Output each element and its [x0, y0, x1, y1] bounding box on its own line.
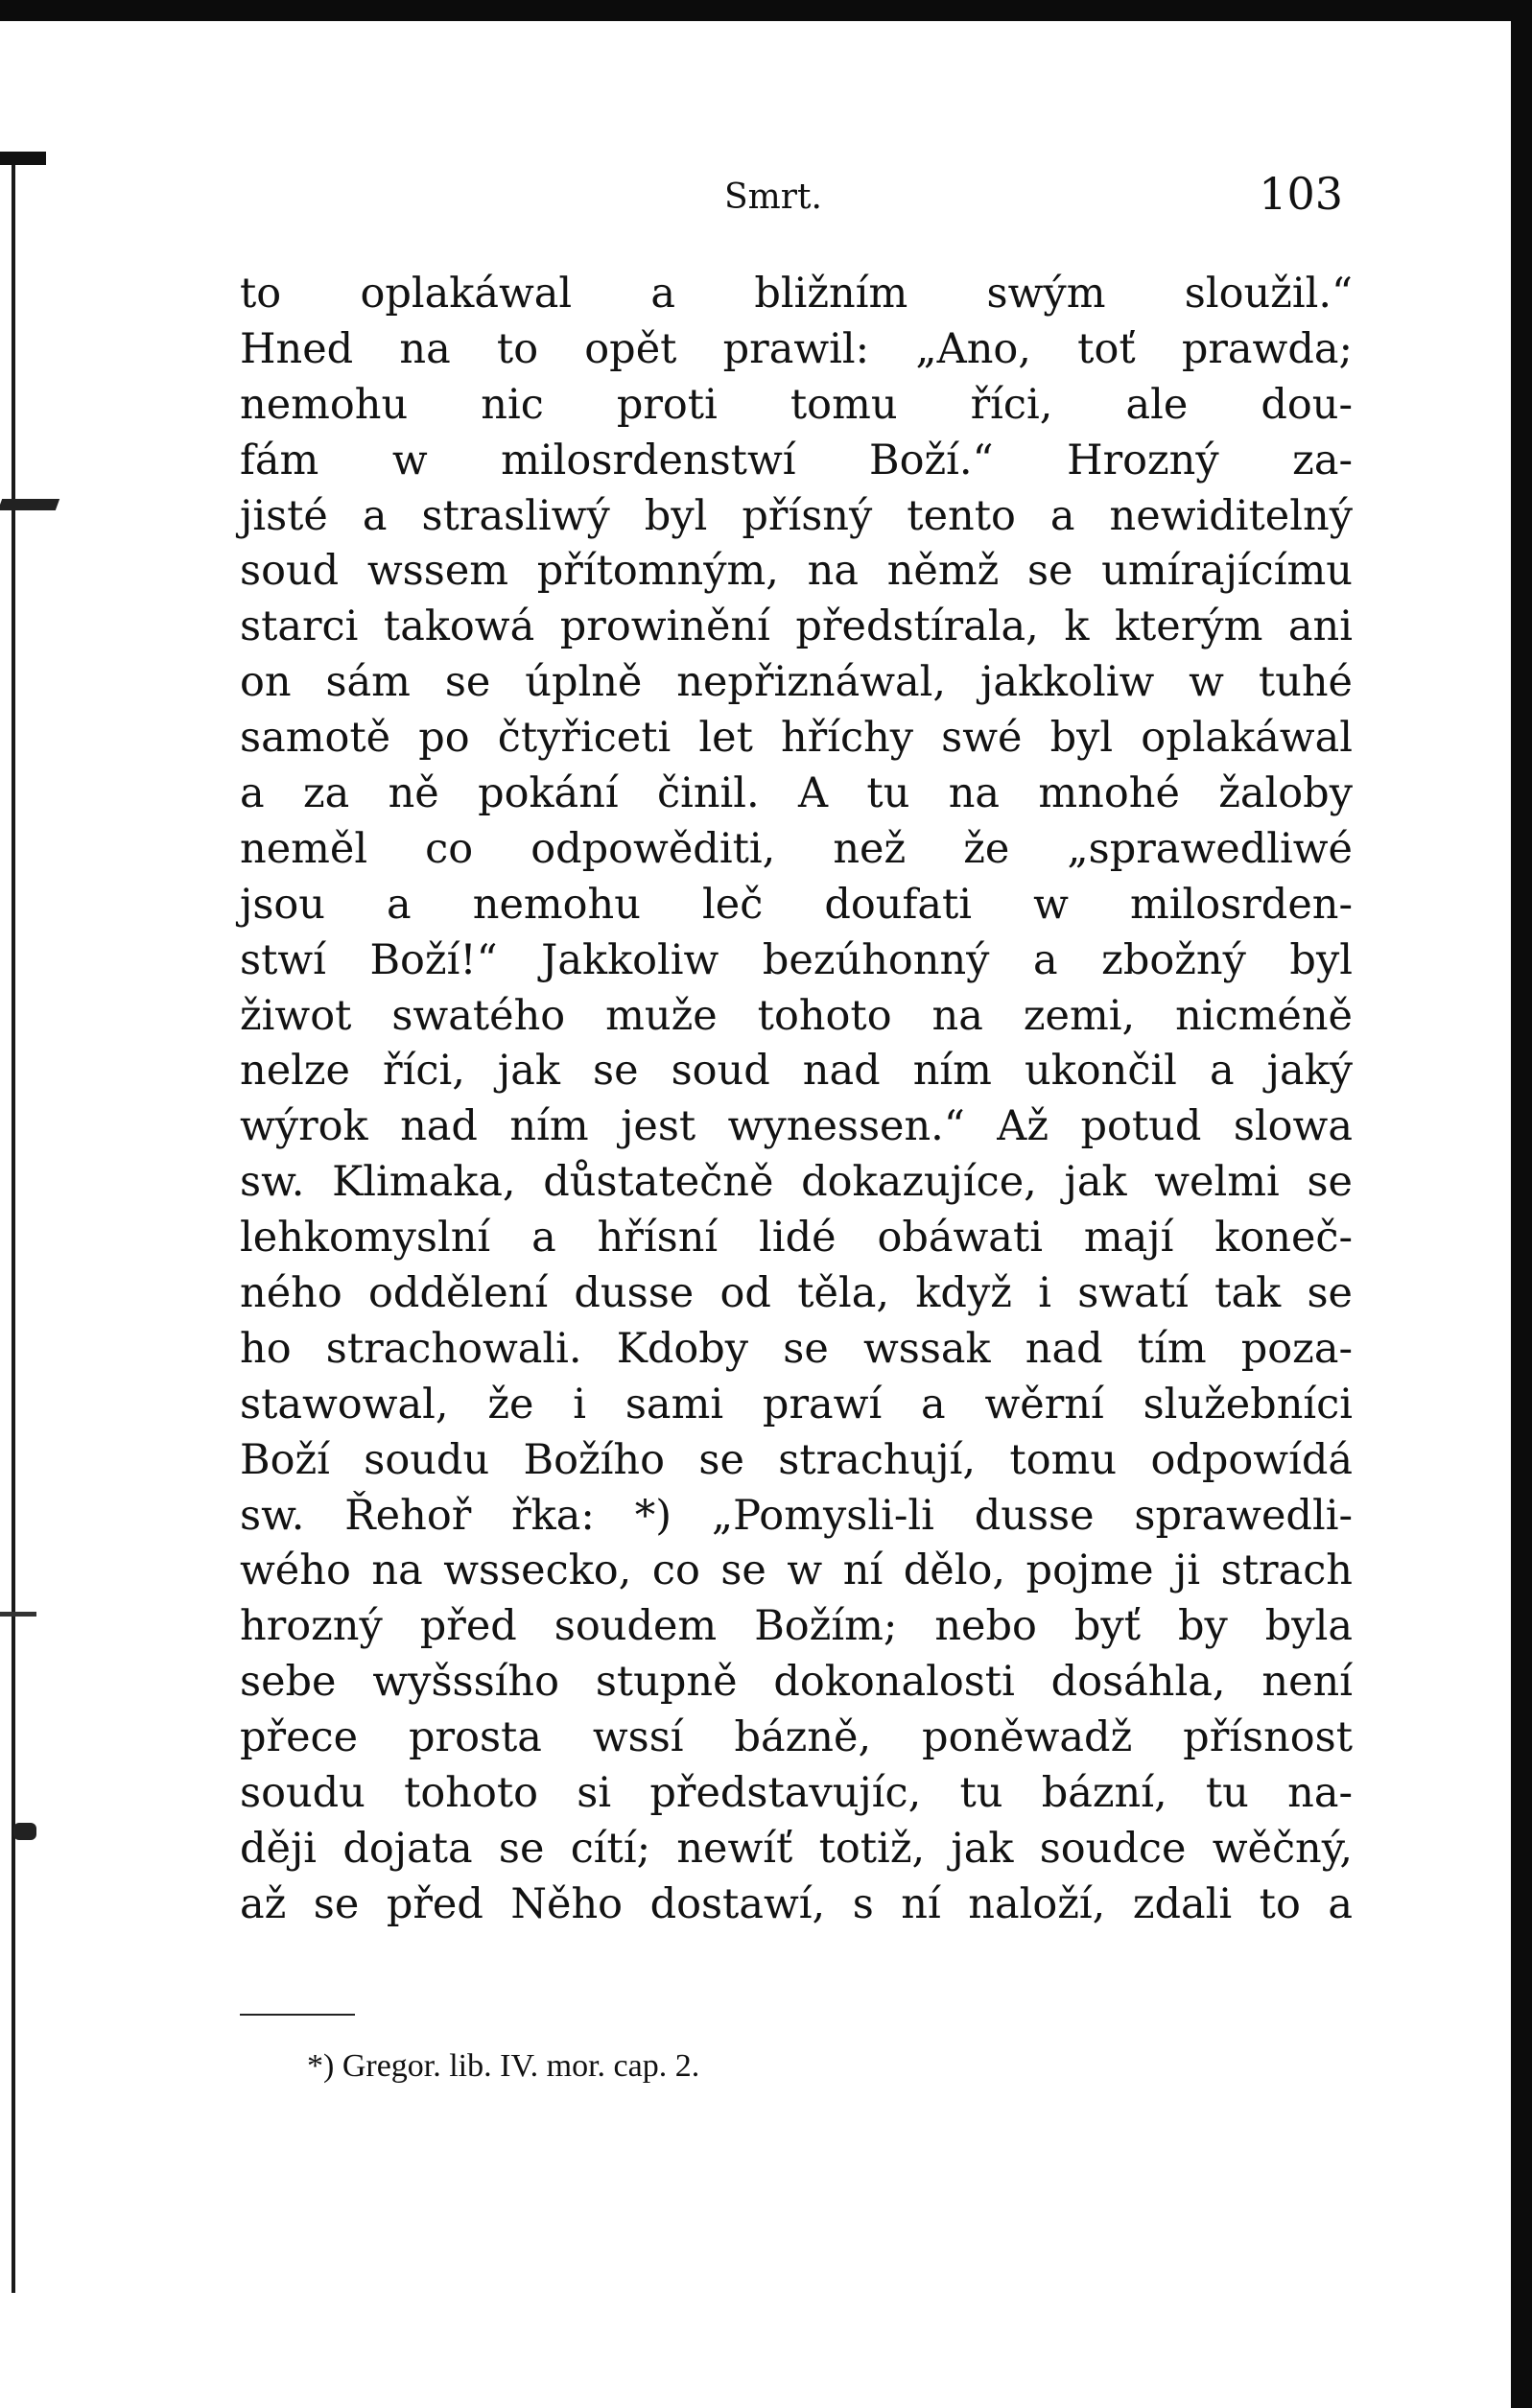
body-text	[240, 267, 1353, 1933]
text-line: sw. Řehoř řka: *) „Pomysli-li dusse sprawedli-	[240, 1491, 1353, 1540]
page-header	[240, 168, 1353, 235]
binding-mark	[13, 1823, 36, 1840]
scan-right-border	[1511, 0, 1532, 2408]
footnote-rule	[240, 2014, 355, 2016]
running-head: Smrt.	[724, 177, 822, 217]
text-line: stawowal, že i sami prawí a wěrní služebníci	[240, 1380, 1353, 1428]
text-line: jisté a strasliwý byl přísný tento a newiditelný	[240, 491, 1353, 540]
text-line: až se před Něho dostawí, s ní naloží, zdali to a	[240, 1879, 1353, 1928]
text-line: nelze říci, jak se soud nad ním ukončil a jaký	[240, 1047, 1353, 1096]
text-line: jsou a nemohu leč doufati w milosrden-	[240, 880, 1353, 929]
text-line: stwí Boží!“ Jakkoliw bezúhonný a zbožný byl	[240, 935, 1353, 984]
text-line: ději dojata se cítí; newíť totiž, jak soudce wěčný,	[240, 1824, 1353, 1873]
text-line: fám w milosrdenstwí Boží.“ Hrozný za-	[240, 436, 1353, 484]
text-line: sebe wyšssího stupně dokonalosti dosáhla, není	[240, 1658, 1353, 1707]
text-line: soudu tohoto si představujíc, tu bázní, tu na-	[240, 1769, 1353, 1818]
text-line: přece prosta wssí bázně, poněwadž přísnost	[240, 1713, 1353, 1762]
text-line: lehkomyslní a hřísní lidé obáwati mají koneč-	[240, 1214, 1353, 1263]
text-line: sw. Klimaka, důstatečně dokazujíce, jak welmi se	[240, 1158, 1353, 1207]
binding-mark	[0, 1612, 36, 1617]
text-line: žiwot swatého muže tohoto na zemi, nicméně	[240, 991, 1353, 1040]
scan-top-border	[0, 0, 1532, 21]
text-line: wého na wssecko, co se w ní dělo, pojme ji strach	[240, 1546, 1353, 1595]
text-line: soud wssem přítomným, na němž se umírajícímu	[240, 547, 1353, 596]
text-line: on sám se úplně nepřiznáwal, jakkoliw w tuhé	[240, 658, 1353, 707]
footnote: *) Gregor. lib. IV. mor. cap. 2.	[307, 2048, 700, 2084]
text-line: Boží soudu Božího se strachují, tomu odpowídá	[240, 1435, 1353, 1484]
binding-edge	[12, 153, 15, 2293]
text-line: a za ně pokání činil. A tu na mnohé žaloby	[240, 769, 1353, 818]
text-line: starci takowá prowinění předstírala, k kterým ani	[240, 602, 1353, 651]
text-line: ného oddělení dusse od těla, když i swatí tak se	[240, 1269, 1353, 1318]
text-line: ho strachowali. Kdoby se wssak nad tím poza-	[240, 1324, 1353, 1373]
text-line: nemohu nic proti tomu říci, ale dou-	[240, 380, 1353, 429]
page-number: 103	[1259, 168, 1343, 220]
text-line: Hned na to opět prawil: „Ano, toť prawda;	[240, 324, 1353, 373]
text-line: to oplakáwal a bližním swým sloužil.“	[240, 270, 1353, 318]
binding-mark	[0, 152, 46, 165]
text-line: wýrok nad ním jest wynessen.“ Až potud slowa	[240, 1102, 1353, 1151]
text-line: hrozný před soudem Božím; nebo byť by byla	[240, 1602, 1353, 1651]
binding-mark	[0, 499, 59, 510]
text-line: samotě po čtyřiceti let hříchy swé byl oplakáwal	[240, 714, 1353, 763]
text-line: neměl co odpowěditi, než že „sprawedliwé	[240, 824, 1353, 873]
